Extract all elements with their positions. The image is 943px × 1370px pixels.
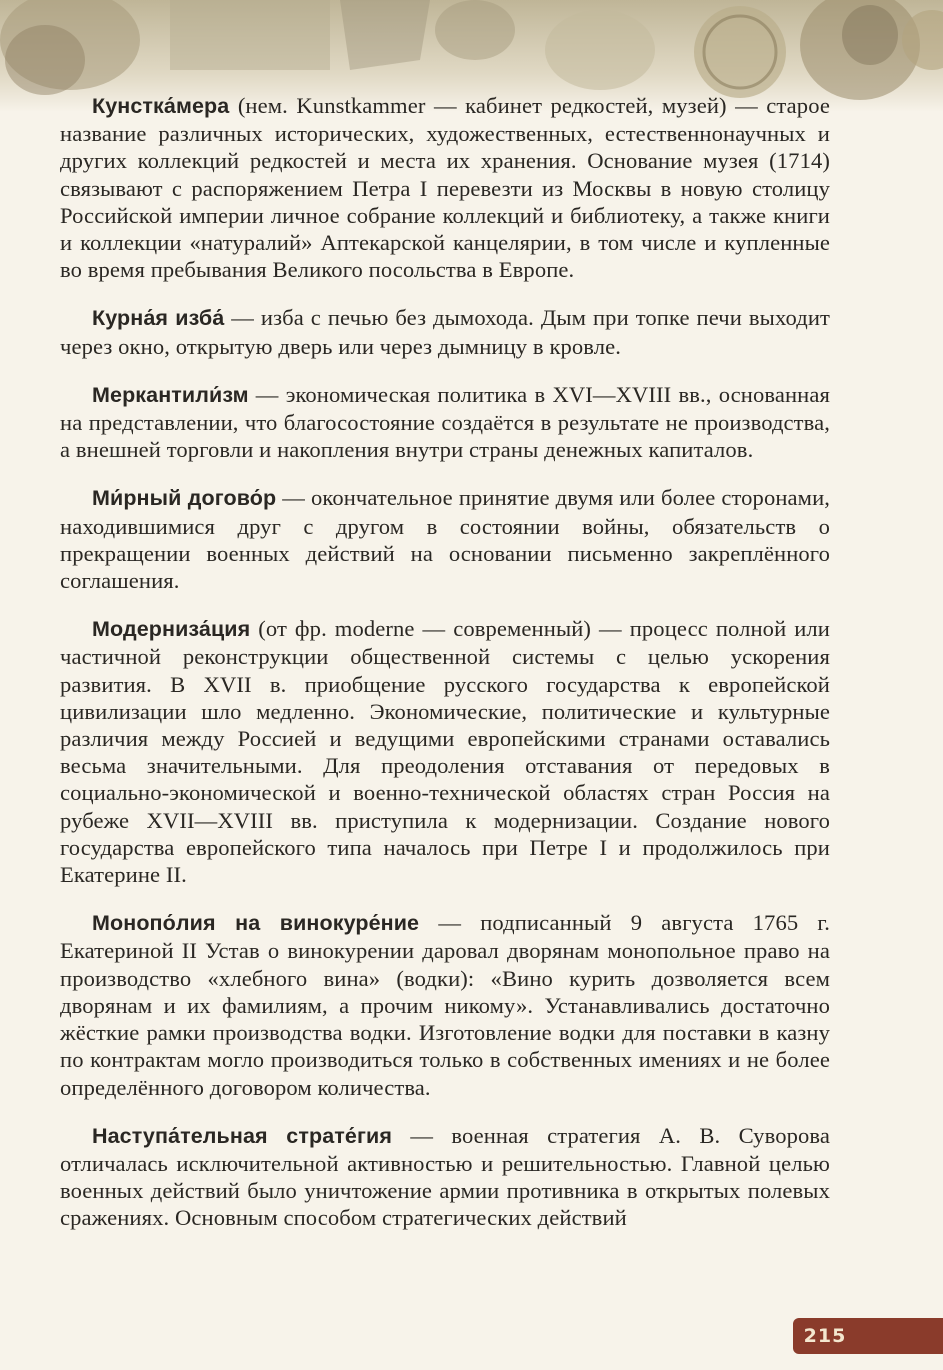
glossary-definition: (от фр. moderne — современный) — процесс полной или частичной реконструкции общественной системы с целью ускорения развития. В XVII в. приобщение русского государства к европейской цивилизации шло медленно. Экономические, политические и культурные различия между Россией и ведущими европейскими странами оставались весьма значительными. Для преодоления отставания от передовых в социально-экономической и военно-технической областях стран Россия на рубеже XVII—XVIII вв. приступила к модернизации. Создание нового государства европейского типа началось при Петре I и продолжилось при Екатерине II. <box>60 616 831 888</box>
glossary-definition: — окончательное принятие двумя или более сторонами, находившимися друг с другом в состоянии войны, обязательств о прекращении военных действий на основании письменно закреплённого соглашения. <box>60 485 831 594</box>
glossary-entry <box>60 615 830 888</box>
glossary-definition: (нем. Kunstkammer — кабинет редкостей, музей) — старое название различных исторических, художественных, естественнонаучных и других коллекций редкостей и места их хранения. Основание музея (1714) связывают с распоряжением Петра I перевезти из Москвы в новую столицу Российской империи личное собрание коллекций и библиотеку, а также книги и коллекции «натуралий» Аптекарской канцелярии, в том числе и купленные во время пребывания Великого посольства в Европе. <box>60 93 830 283</box>
glossary-entry <box>60 304 830 359</box>
glossary-definition: — военная стратегия А. В. Суворова отличалась исключительной активностью и решительностью. Главной целью военных действий было уничтожение армии противника в открытых полевых сражениях. Основным способом стратегических действий <box>60 1122 830 1231</box>
page-number-tab <box>793 1318 943 1354</box>
glossary-text-column <box>60 92 830 1253</box>
glossary-term: Модерниза́ция <box>92 617 251 642</box>
glossary-term: Монопо́лия на винокуре́ние <box>92 911 420 936</box>
glossary-definition: — экономическая политика в XVI—XVIII вв., основанная на представлении, что благосостояние создаётся в результате не производства, а внешней торговли и накопления внутри страны денежных капиталов. <box>60 381 830 463</box>
glossary-term: Курна́я изба́ <box>92 306 225 331</box>
glossary-entry <box>60 909 830 1100</box>
page-number: 215 <box>803 1325 847 1347</box>
glossary-term: Меркантили́зм <box>92 382 249 407</box>
glossary-entry <box>60 92 830 283</box>
glossary-term: Наступа́тельная страте́гия <box>92 1123 392 1148</box>
glossary-definition: — изба с печью без дымохода. Дым при топке печи выходит через окно, открытую дверь или через дымницу в кровле. <box>60 305 830 359</box>
glossary-definition: — подписанный 9 августа 1765 г. Екатериной II Устав о винокурении даровал дворянам монопольное право на производство «хлебного вина» (водки): «Вино курить дозволяется всем дворянам и их фамилиям, а прочим никому». Устанавливались достаточно жёсткие рамки производства водки. Изготовление водки для поставки в казну по контрактам могло производиться только в собственных имениях и не более определённого договором количества. <box>60 910 830 1100</box>
glossary-entry <box>60 1122 830 1232</box>
glossary-entry <box>60 484 830 594</box>
glossary-entry <box>60 381 830 464</box>
glossary-term: Ми́рный догово́р <box>92 486 277 511</box>
glossary-term: Кунстка́мера <box>92 94 230 118</box>
